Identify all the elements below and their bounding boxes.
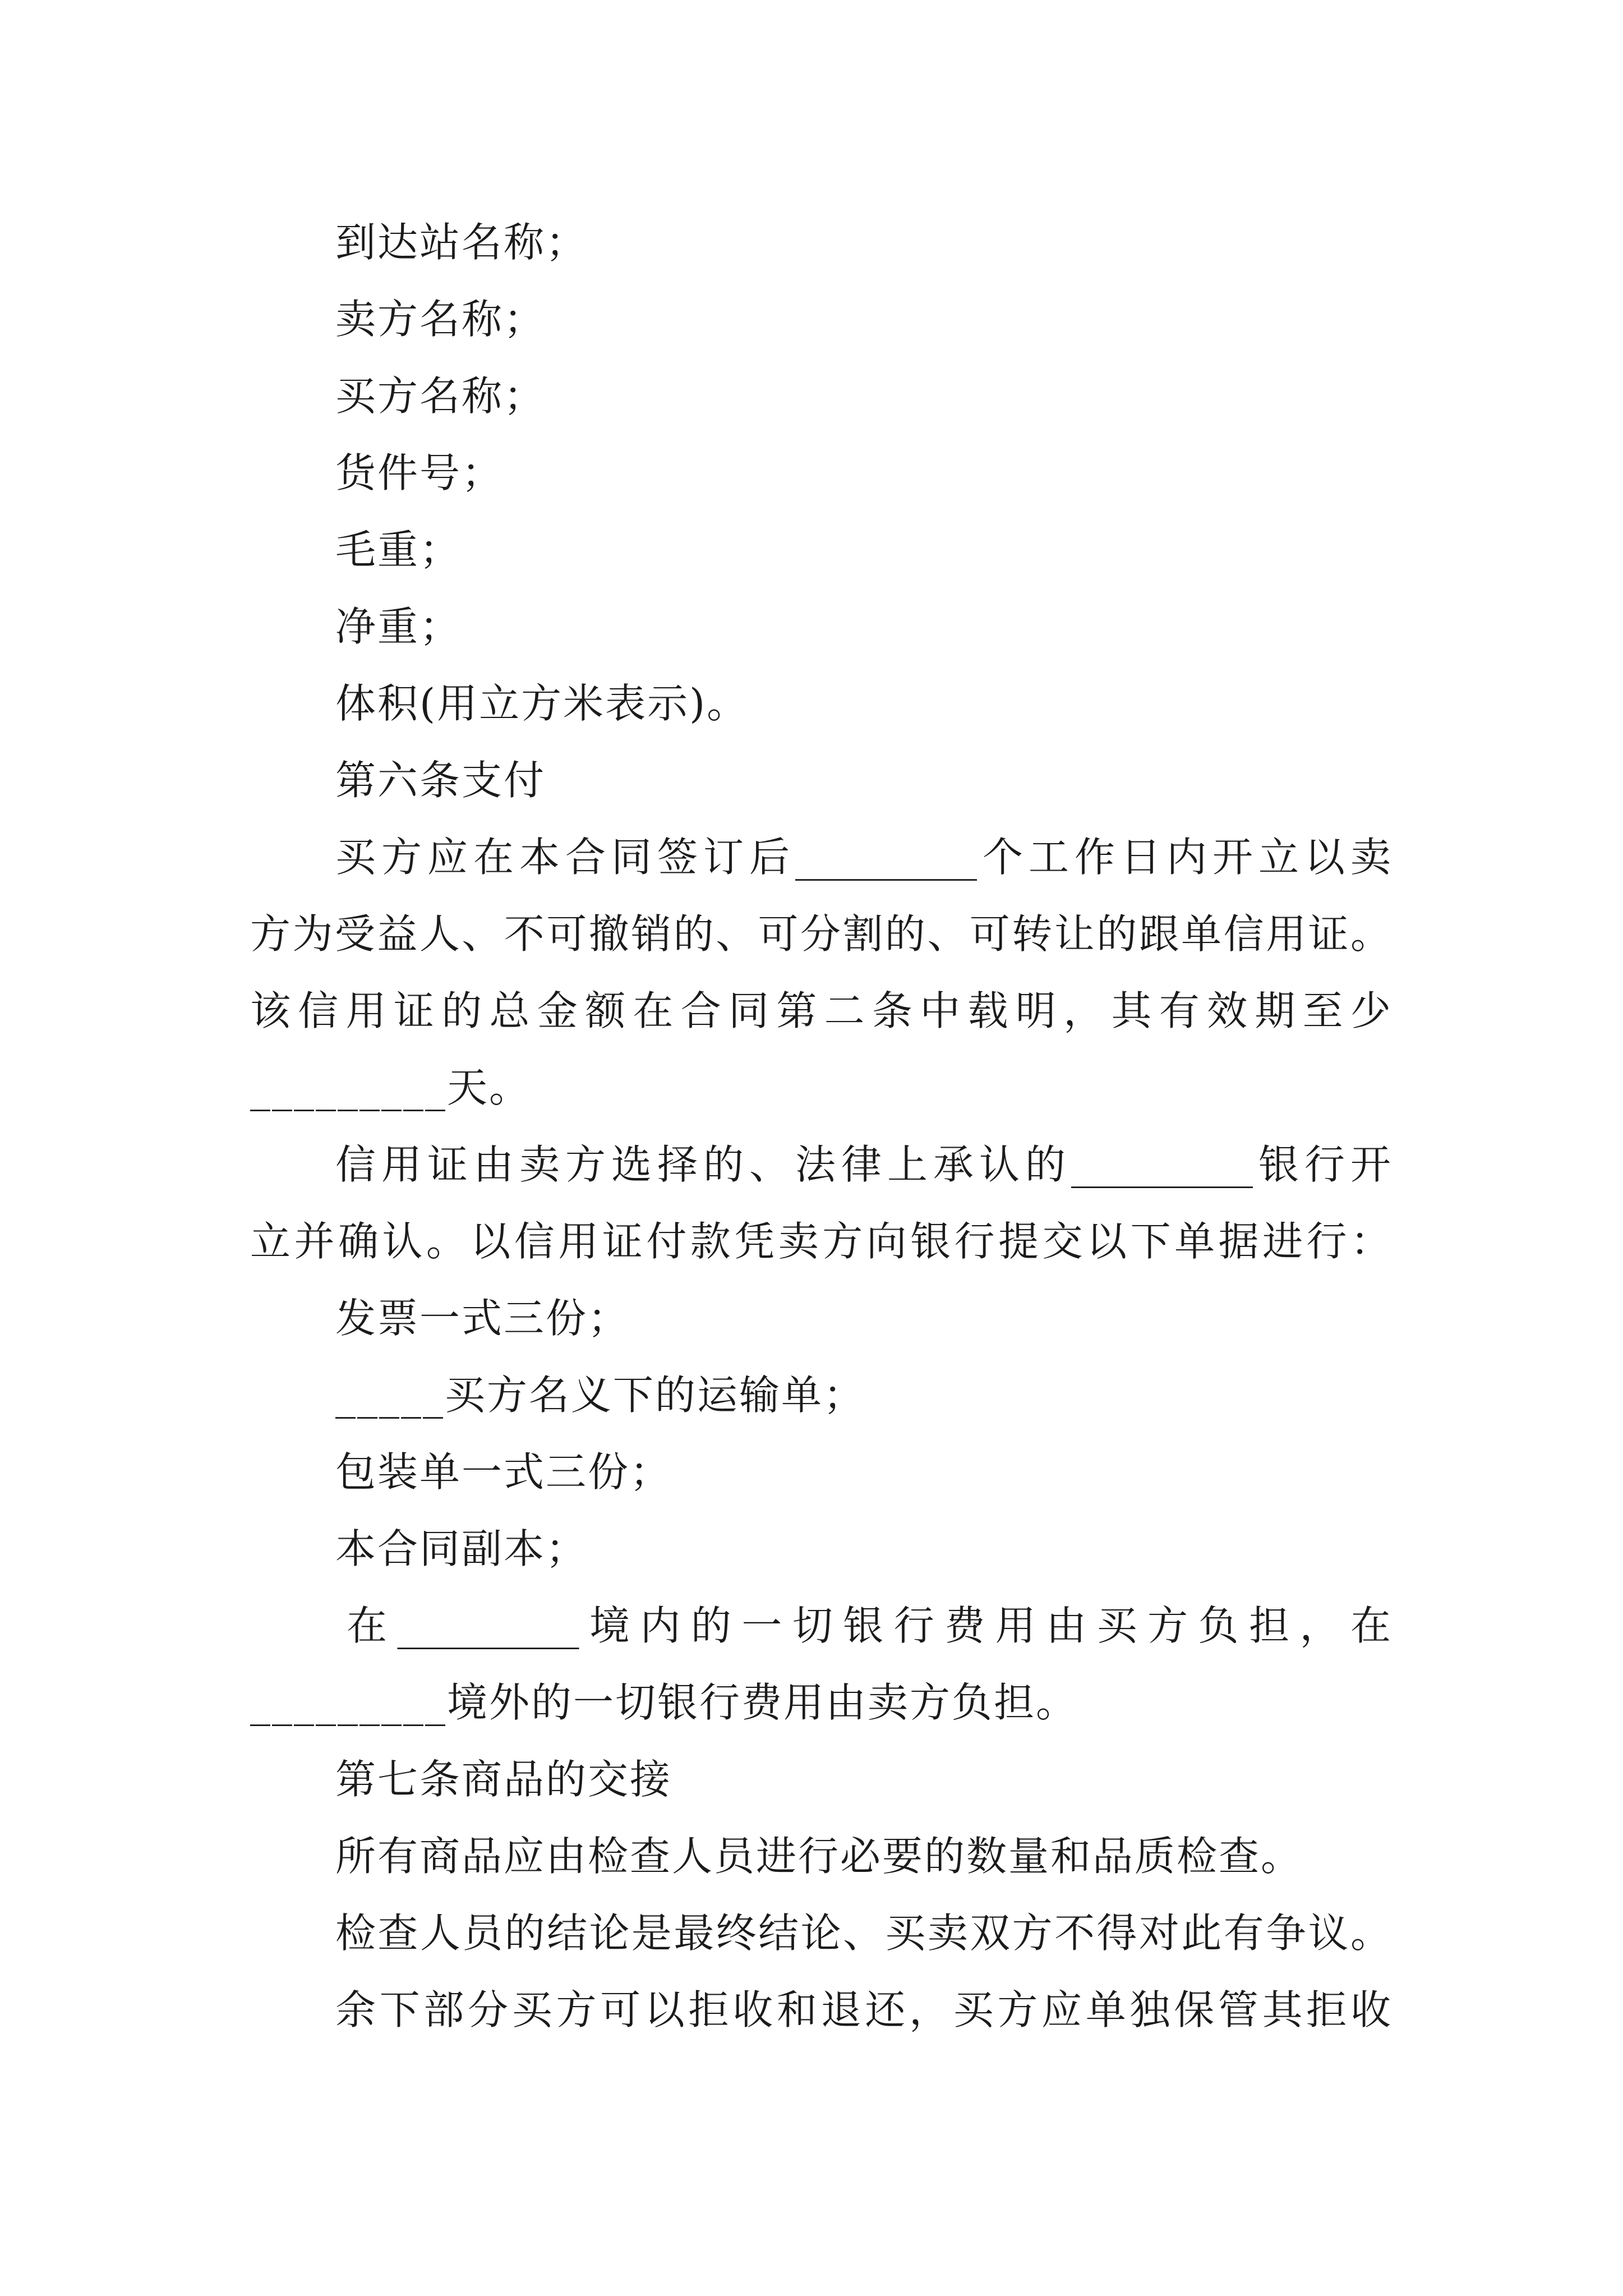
shipping-mark-item: 净重； [335, 603, 462, 650]
paragraph-line: 方为受益人、不可撤销的、可分割的、可转让的跟单信用证。 [250, 910, 1391, 958]
shipping-mark-item: 体积(用立方米表示)。 [335, 680, 749, 727]
fee-clause-line: _________境外的一切银行费用由卖方负担。 [250, 1679, 1078, 1726]
shipping-mark-item: 毛重； [335, 526, 462, 573]
shipping-mark-item: 卖方名称； [335, 296, 546, 343]
paragraph-line: _________天。 [250, 1064, 532, 1111]
paragraph-line: 买方应在本合同签订后_________个工作日内开立以卖 [335, 834, 1391, 881]
fee-clause-line: 在_________境内的一切银行费用由买方负担，在 [347, 1602, 1391, 1649]
document-list-item: 包装单一式三份； [335, 1448, 672, 1496]
document-page [250, 204, 1391, 2049]
paragraph-line: 检查人员的结论是最终结论、买卖双方不得对此有争议。 [335, 1910, 1391, 1957]
paragraph-line: 立并确认。以信用证付款凭卖方向银行提交以下单据进行： [250, 1218, 1391, 1265]
paragraph-line: 该信用证的总金额在合同第二条中载明，其有效期至少 [250, 987, 1391, 1034]
shipping-mark-item: 买方名称； [335, 372, 546, 420]
article-heading: 第六条支付 [335, 757, 546, 804]
paragraph-line: 所有商品应由检查人员进行必要的数量和品质检查。 [335, 1833, 1303, 1880]
document-list-item: _____买方名义下的运输单； [335, 1372, 866, 1419]
document-list-item: 发票一式三份； [335, 1295, 630, 1342]
article-heading: 第七条商品的交接 [335, 1756, 672, 1803]
paragraph-line: 余下部分买方可以拒收和退还，买方应单独保管其拒收 [335, 1986, 1391, 2033]
document-list-item: 本合同副本； [335, 1525, 588, 1572]
shipping-mark-item: 货件号； [335, 449, 504, 496]
shipping-mark-item: 到达站名称； [335, 219, 588, 266]
paragraph-line: 信用证由卖方选择的、法律上承认的_________银行开 [335, 1141, 1391, 1188]
